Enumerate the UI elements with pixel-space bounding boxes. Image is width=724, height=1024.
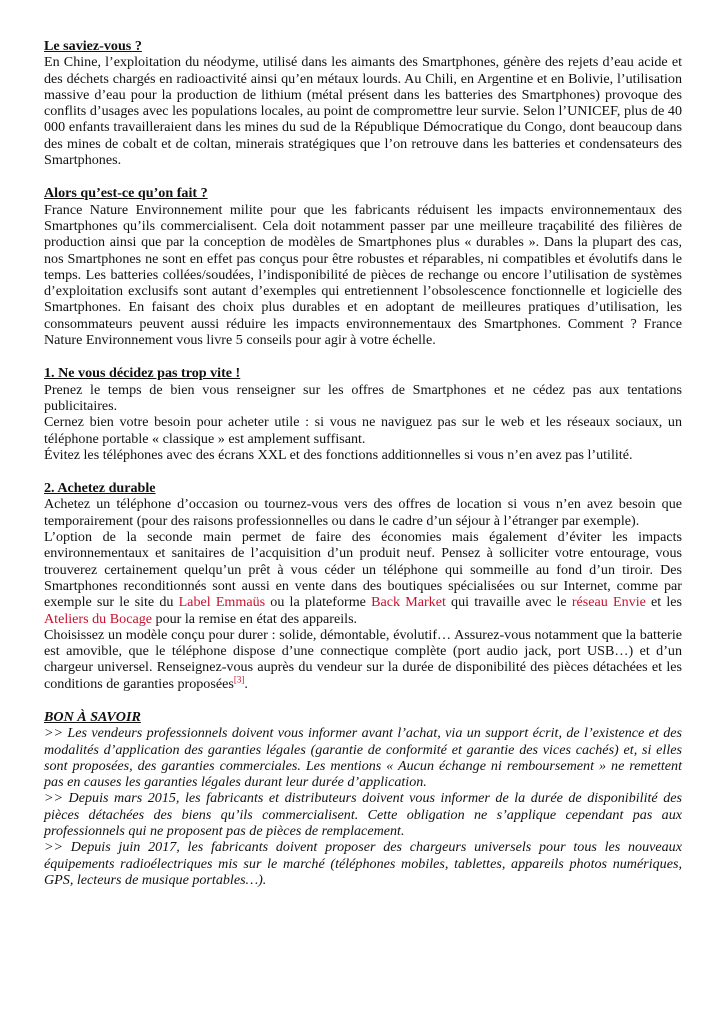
link-back-market[interactable]: Back Market [371,594,446,611]
section-heading: 2. Achetez durable [44,480,156,497]
section-alors [44,185,682,348]
section-heading: 1. Ne vous décidez pas trop vite ! [44,365,241,382]
link-ateliers-du-bocage[interactable]: Ateliers du Bocage [44,610,153,627]
document-page [44,38,682,905]
paragraph: Prenez le temps de bien vous renseigner sur les offres de Smartphones et ne cédez pas aux tentations publicitaires. [44,381,682,414]
text-run: pour la remise en état des appareils. [152,610,358,627]
section-heading: Alors qu’est-ce qu’on fait ? [44,185,208,202]
section-bon-a-savoir [44,709,682,888]
paragraph [44,627,682,692]
footnote-reference[interactable]: [3] [233,674,245,684]
section-conseil-2 [44,480,682,692]
paragraph: >> Depuis mars 2015, les fabricants et distributeurs doivent vous informer de la durée de disponibilité des pièces détachées des biens qu’ils commercialisent. Cette obligation ne s’applique cependant pas aux professionnels qui ne proposent pas de pièces de remplacement. [44,790,682,840]
text-run: ou la plateforme [265,594,372,611]
section-heading: Le saviez-vous ? [44,38,142,54]
link-reseau-envie[interactable]: réseau Envie [571,594,646,611]
paragraph: France Nature Environnement milite pour que les fabricants réduisent les impacts environnementaux des Smartphones qu’ils commercialisent. Cela doit notamment passer par une meilleure traçabilité des filières de production ainsi que par la conception de modèles de Smartphones plus « durables ». Dans la plupart des cas, nos Smartphones ne sont en effet pas conçus pour être robustes et réparables, ni compatibles et évolutifs dans le temps. Les batteries collées/soudées, l’indisponibilité de pièces de rechange ou encore l’utilisation de systèmes d’exploitation exclusifs sont autant d’exemples qui entretiennent l’obsolescence fonctionnelle et logicielle des Smartphones. En faisant des choix plus durables et en adoptant de meilleures pratiques d’utilisation, les consommateurs peuvent aussi réduire les impacts environnementaux des Smartphones. Comment ? France Nature Environnement vous livre 5 conseils pour agir à votre échelle. [44,201,682,349]
paragraph: >> Depuis juin 2017, les fabricants doivent proposer des chargeurs universels pour tous les nouveaux équipements radioélectriques mis sur le marché (téléphones mobiles, tablettes, appareils photos numériques, GPS, lecteurs de musique portables…). [44,839,682,888]
text-run: L’option de la seconde main permet de faire des économies mais également d’éviter les impacts environnementaux et sanitaires de l’acquisition d’un produit neuf. Pensez à solliciter votre entourage, vous trouverez certainement quelqu’un prêt à vous céder un téléphone qui sommeille au fond d’un tiroir. Des Smartphones reconditionnés sont aussi en vente dans des boutiques spécialisées ou sur Internet, comme par exemple sur le site du [44,529,682,611]
text-run: et les [645,594,683,611]
paragraph: Achetez un téléphone d’occasion ou tournez-vous vers des offres de location si vous n’en avez besoin que temporairement (pour des raisons professionnelles ou dans le cadre d’un séjour à l’étranger par exemple). [44,496,682,529]
paragraph [44,529,682,627]
paragraph: >> Les vendeurs professionnels doivent vous informer avant l’achat, via un support écrit, de l’existence et des modalités d’application des garanties légales (garantie de conformité et garantie des vices cachés) et, si elles sont proposées, des garanties commerciales. Les mentions « Aucun échange ni remboursement » ne remettent pas en causes les garanties légales durant leur durée d’application. [44,725,682,791]
text-run: qui travaille avec le [445,594,572,611]
text-run: . [244,675,248,692]
paragraph: Évitez les téléphones avec des écrans XXL et des fonctions additionnelles si vous n’en avez pas l’utilité. [44,446,633,463]
section-le-saviez-vous [44,38,682,168]
link-label-emmaus[interactable]: Label Emmaüs [178,594,266,611]
text-run: Choisissez un modèle conçu pour durer : solide, démontable, évolutif… Assurez-vous notamment que la batterie est amovible, que le téléphone dispose d’une connectique complète (port audio jack, port USB…) et d’un chargeur universel. Renseignez-vous auprès du vendeur sur la durée de disponibilité des pièces détachées et les conditions de garanties proposées [44,626,682,692]
paragraph: Cernez bien votre besoin pour acheter utile : si vous ne naviguez pas sur le web et les réseaux sociaux, un téléphone portable « classique » est amplement suffisant. [44,414,682,447]
paragraph: En Chine, l’exploitation du néodyme, utilisé dans les aimants des Smartphones, génère des rejets d’eau acide et des déchets chargés en radioactivité ainsi qu’en métaux lourds. Au Chili, en Argentine et en Bolivie, l’utilisation massive d’eau pour la production de lithium (métal présent dans les batteries des Smartphones) provoque des conflits d’usages avec les populations locales, au point de compromettre leur survie. Selon l’UNICEF, plus de 40 000 enfants travailleraient dans les mines du sud de la République Démocratique du Congo, dont beaucoup dans des mines de cobalt et de coltan, minerais stratégiques que l’on retrouve dans les batteries et condensateurs des Smartphones. [44,54,682,169]
section-heading: BON À SAVOIR [44,708,141,725]
section-conseil-1 [44,365,682,463]
